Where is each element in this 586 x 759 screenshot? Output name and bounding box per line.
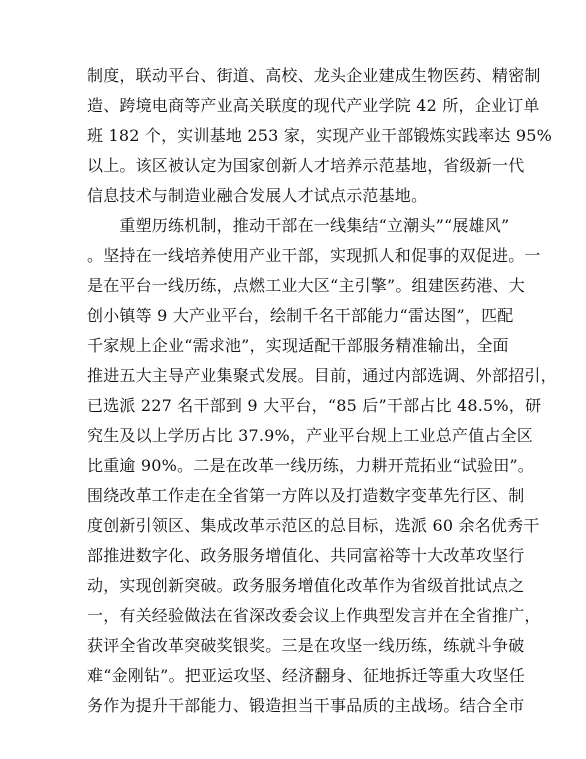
text-line: 获评全省改革突破奖银奖。三是在攻坚一线历练，练就斗争破: [87, 636, 525, 655]
text-line: 造、跨境电商等产业高关联度的现代产业学院 42 所，企业订单: [87, 96, 540, 115]
text-line: 千家规上企业“需求池”，实现适配干部服务精准输出，全面: [87, 336, 509, 355]
text-line: 难“金刚钻”。把亚运攻坚、经济翻身、征地拆迁等重大攻坚任: [87, 666, 525, 685]
text-line: 一，有关经验做法在省深改委会议上作典型发言并在全省推广，: [87, 606, 541, 625]
text-line: 以上。该区被认定为国家创新人才培养示范基地，省级新一代: [87, 156, 525, 175]
text-line: 。坚持在一线培养使用产业干部，实现抓人和促事的双促进。一: [87, 246, 541, 265]
text-line: 比重逾 90%。二是在改革一线历练，力耕开荒拓业“试验田”。: [87, 456, 535, 475]
text-line: 动，实现创新突破。政务服务增值化改革作为省级首批试点之: [87, 576, 525, 595]
text-line: 推进五大主导产业集聚式发展。目前，通过内部选调、外部招引，: [87, 366, 557, 385]
text-line: 班 182 个，实训基地 253 家，实现产业干部锻炼实践率达 95%: [87, 126, 553, 145]
text-line: 已选派 227 名干部到 9 大平台，“85 后”干部占比 48.5%，研: [87, 396, 542, 415]
text-line: 部推进数字化、政务服务增值化、共同富裕等十大改革攻坚行: [87, 546, 525, 565]
text-line: 围绕改革工作走在全省第一方阵以及打造数字变革先行区、制: [87, 486, 525, 505]
text-line: 制度，联动平台、街道、高校、龙头企业建成生物医药、精密制: [87, 66, 541, 85]
text-line: 度创新引领区、集成改革示范区的总目标，选派 60 余名优秀干: [87, 516, 540, 535]
text-line: 信息技术与制造业融合发展人才试点示范基地。: [87, 186, 428, 205]
text-line: 究生及以上学历占比 37.9%，产业平台规上工业总产值占全区: [87, 426, 533, 445]
text-line: 是在平台一线历练，点燃工业大区“主引擎”。组建医药港、大: [87, 276, 525, 295]
text-line: 创小镇等 9 大产业平台，绘制千名干部能力“雷达图”，匹配: [87, 306, 514, 325]
paragraph-start-line: 重塑历练机制，推动干部在一线集结“立潮头”“展雄风”: [87, 216, 510, 235]
text-line: 务作为提升干部能力、锻造担当干事品质的主战场。结合全市: [87, 696, 525, 715]
